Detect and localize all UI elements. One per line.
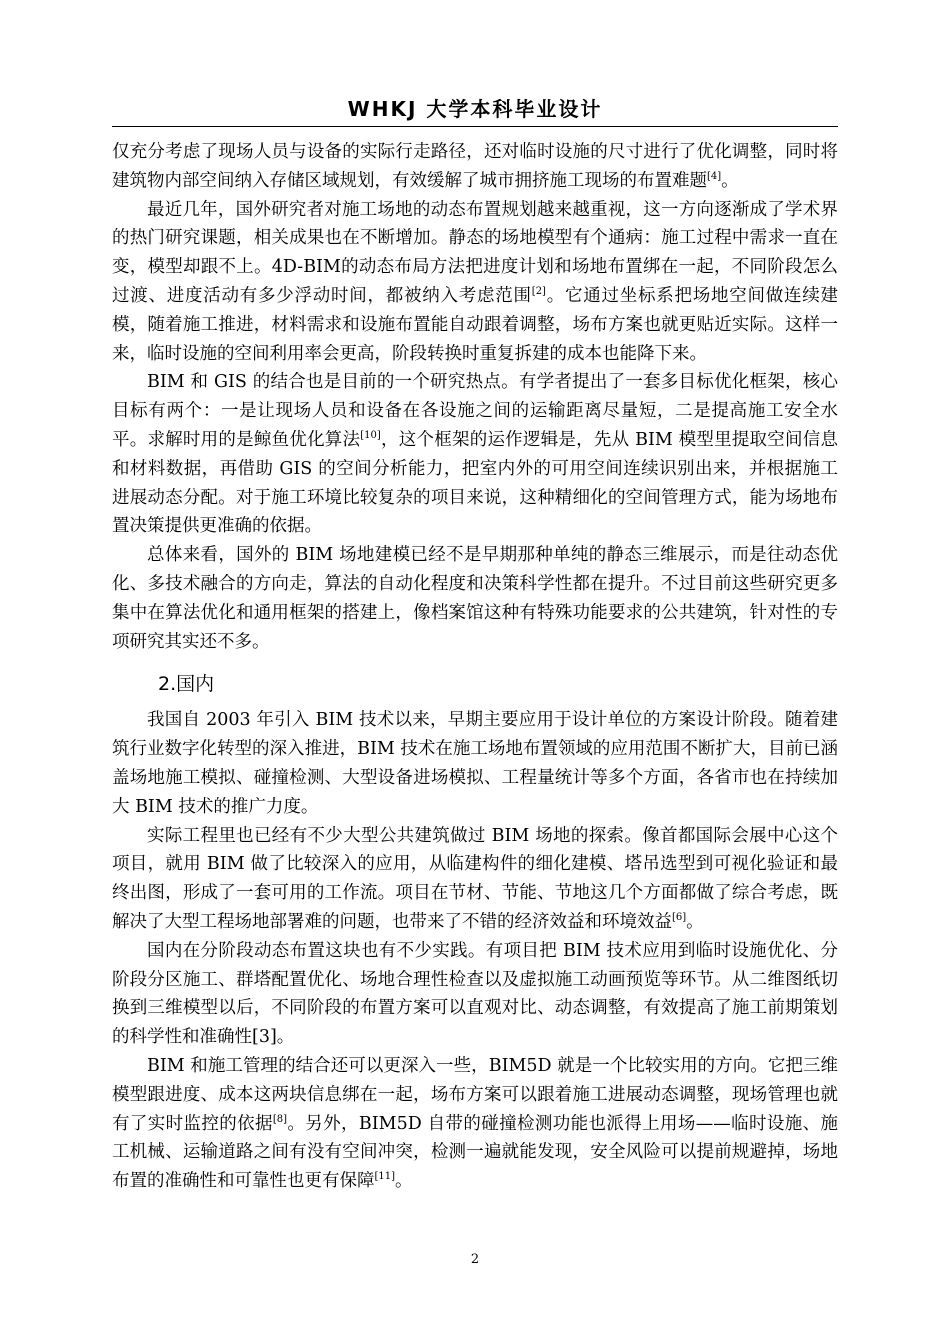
paragraph: BIM 和施工管理的结合还可以更深入一些，BIM5D 就是一个比较实用的方向。它把三维模型跟进度、成本这两块信息绑在一起，场布方案可以跟着施工进展动态调整，现场管理也就有了实时监控的依据[8]。另外，BIM5D 自带的碰撞检测功能也派得上用场——临时设施、施工机械、运输道路之间有没有空间冲突，检测一遍就能发现，安全风险可以提前规避掉，场地布置的准确性和可靠性也更有保障[11]。: [112, 1055, 839, 1192]
paragraph: 实际工程里也已经有不少大型公共建筑做过 BIM 场地的探索。像首都国际会展中心这个项目，就用 BIM 做了比较深入的应用，从临建构件的细化建模、塔吊选型到可视化验证和最终出图，形成了一套可用的工作流。项目在节材、节能、节地这几个方面都做了综合考虑，既解决了大型工程场地部署难的问题，也带来了不错的经济效益和环境效益[6]。: [112, 825, 838, 932]
section-heading: 2.国内: [158, 673, 215, 696]
page-number: 2: [470, 1252, 480, 1267]
citation[interactable]: [2]: [531, 286, 546, 298]
page-header-title: WHKJ 大学本科毕业设计: [347, 97, 603, 121]
citation[interactable]: [6]: [672, 912, 687, 924]
citation[interactable]: [8]: [272, 1113, 288, 1125]
citation[interactable]: [10]: [360, 430, 381, 442]
paragraph: 最近几年，国外研究者对施工场地的动态布置规划越来越重视，这一方向逐渐成了学术界的热门研究课题，相关成果也在不断增加。静态的场地模型有个通病：施工过程中需求一直在变，模型却跟不上。4D-BIM的动态布局方法把进度计划和场地布置绑在一起，不同阶段怎么过渡、进度活动有多少浮动时间，都被纳入考虑范围[2]。它通过坐标系把场地空间做连续建模，随着施工推进，材料需求和设施布置能自动跟着调整，场布方案也就更贴近实际。这样一来，临时设施的空间利用率会更高，阶段转换时重复拆建的成本也能降下来。: [112, 199, 838, 364]
page-body: [112, 138, 838, 1196]
paragraph: 仅充分考虑了现场人员与设备的实际行走路径，还对临时设施的尺寸进行了优化调整，同时将建筑物内部空间纳入存储区域规划，有效缓解了城市拥挤施工现场的布置难题[4]。: [112, 142, 838, 191]
paragraph: 总体来看，国外的 BIM 场地建模已经不是早期那种单纯的静态三维展示，而是往动态优化、多技术融合的方向走，算法的自动化程度和决策科学性都在提升。不过目前这些研究更多集中在算法优化和通用框架的搭建上，像档案馆这种有特殊功能要求的公共建筑，针对性的专项研究其实还不多。: [112, 545, 838, 652]
citation[interactable]: [4]: [707, 170, 722, 182]
header-rule: [112, 126, 838, 127]
citation[interactable]: [11]: [374, 1171, 396, 1183]
paragraph: BIM 和 GIS 的结合也是目前的一个研究热点。有学者提出了一套多目标优化框架，核心目标有两个：一是让现场人员和设备在各设施之间的运输距离尽量短，二是提高施工安全水平。求解时用的是鲸鱼优化算法[10]，这个框架的运作逻辑是，先从 BIM 模型里提取空间信息和材料数据，再借助 GIS 的空间分析能力，把室内外的可用空间连续识别出来，并根据施工进展动态分配。对于施工环境比较复杂的项目来说，这种精细化的空间管理方式，能为场地布置决策提供更准确的依据。: [112, 372, 838, 537]
paragraph: 我国自 2003 年引入 BIM 技术以来，早期主要应用于设计单位的方案设计阶段。随着建筑行业数字化转型的深入推进，BIM 技术在施工场地布置领域的应用范围不断扩大，目前已涵盖场地施工模拟、碰撞检测、大型设备进场模拟、工程量统计等多个方面，各省市也在持续加大 BIM 技术的推广力度。: [112, 710, 838, 817]
paragraph: 国内在分阶段动态布置这块也有不少实践。有项目把 BIM 技术应用到临时设施优化、分阶段分区施工、群塔配置优化、场地合理性检查以及虚拟施工动画预览等环节。从二维图纸切换到三维模型以后，不同阶段的布置方案可以直观对比、动态调整，有效提高了施工前期策划的科学性和准确性[3]。: [112, 940, 838, 1048]
